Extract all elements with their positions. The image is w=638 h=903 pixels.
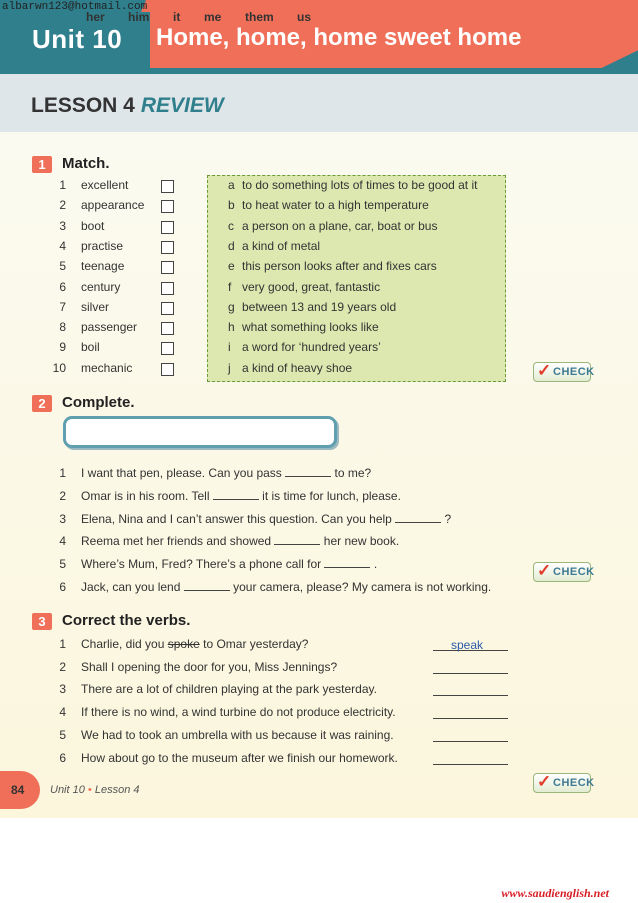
match-word: excellent: [81, 178, 129, 192]
answer-blank[interactable]: [274, 534, 320, 545]
item-number: 1: [59, 637, 66, 651]
section-1-badge: 1: [32, 156, 52, 173]
lesson-label: LESSON 4: [31, 94, 135, 117]
answer-checkbox[interactable]: [161, 241, 174, 254]
check-button-3[interactable]: ✓ CHECK: [533, 773, 591, 793]
answer-checkbox[interactable]: [161, 180, 174, 193]
section-1-title: Match.: [62, 155, 110, 172]
definition-text: between 13 and 19 years old: [242, 299, 397, 314]
sentence-before: I want that pen, please. Can you pass: [81, 466, 282, 480]
answer-checkbox[interactable]: [161, 200, 174, 213]
item-number: 3: [59, 682, 66, 697]
watermark-email: albarwn123@hotmail.com: [2, 1, 148, 13]
answer-line[interactable]: [433, 695, 508, 696]
item-number: 9: [59, 340, 66, 355]
definition-text: a person on a plane, car, boat or bus: [242, 218, 438, 233]
item-number: 6: [59, 580, 66, 594]
site-link[interactable]: www.saudienglish.net: [501, 886, 609, 900]
pronoun-her: her: [86, 10, 105, 24]
lesson-heading: [31, 94, 224, 118]
sentence-text: [81, 466, 371, 480]
match-word: mechanic: [81, 360, 133, 375]
item-number: 8: [59, 320, 66, 335]
check-mark-icon: ✓: [537, 361, 552, 380]
sentence-before: There are a lot of children playing at the park yesterday.: [81, 682, 377, 697]
match-word: appearance: [81, 198, 145, 213]
item-number: 2: [59, 198, 66, 213]
definition-letter: d: [228, 238, 235, 253]
answer-checkbox[interactable]: [161, 322, 174, 335]
sentence-after: it is time for lunch, please.: [262, 488, 401, 503]
struck-verb: spoke: [167, 637, 200, 651]
answer-line[interactable]: [433, 764, 508, 765]
sentence-after: her new book.: [323, 534, 400, 549]
sentence-before: Jack, can you lend: [81, 580, 181, 594]
item-number: 7: [59, 299, 66, 314]
match-word: teenage: [81, 259, 125, 274]
item-number: 5: [59, 557, 66, 572]
answer-checkbox[interactable]: [161, 261, 174, 274]
definition-text: a kind of metal: [242, 238, 321, 253]
item-number: 1: [59, 178, 66, 192]
sentence-text: [81, 557, 377, 571]
sentence-text: [81, 637, 308, 651]
definition-text: very good, great, fantastic: [242, 279, 381, 294]
match-word: practise: [81, 238, 124, 253]
definition-letter: j: [228, 360, 231, 375]
check-button-2[interactable]: ✓ CHECK: [533, 562, 591, 582]
section-2-badge: 2: [32, 395, 52, 412]
answer-line[interactable]: [433, 673, 508, 674]
item-number: 10: [52, 360, 66, 375]
pronoun-them: them: [245, 10, 274, 24]
sentence-text: [81, 534, 399, 548]
definition-text: a word for ‘hundred years’: [242, 340, 381, 355]
item-number: 4: [59, 238, 66, 253]
item-number: 1: [59, 466, 66, 480]
definition-text: this person looks after and fixes cars: [242, 259, 437, 274]
pronoun-us: us: [297, 10, 312, 24]
definition-letter: f: [228, 279, 232, 294]
item-number: 6: [59, 750, 66, 765]
sentence-after: to Omar yesterday?: [203, 637, 309, 651]
answer-line[interactable]: [433, 741, 508, 742]
sentence-text: [81, 580, 491, 594]
item-number: 5: [59, 727, 66, 742]
answer-checkbox[interactable]: [161, 363, 174, 376]
sentence-text: [81, 682, 377, 696]
sentence-before: Elena, Nina and I can’t answer this question. Can you help: [81, 511, 392, 526]
pronoun-it: it: [173, 10, 181, 24]
item-number: 2: [59, 488, 66, 503]
answer-blank[interactable]: [184, 580, 230, 591]
footer-unit-lesson: Unit 10 • Lesson 4: [50, 784, 140, 796]
sentence-text: [81, 751, 398, 765]
check-mark-icon: ✓: [537, 561, 552, 580]
sentence-text: [81, 728, 394, 742]
match-word: silver: [81, 299, 110, 314]
sentence-before: Omar is in his room. Tell: [81, 488, 210, 503]
sentence-before: Where’s Mum, Fred? There’s a phone call for: [81, 557, 322, 572]
match-word: century: [81, 279, 121, 294]
definition-letter: c: [228, 218, 234, 233]
sentence-before: Reema met her friends and showed: [81, 534, 272, 549]
sentence-before: How about go to the museum after we finish our homework.: [81, 750, 398, 765]
answer-checkbox[interactable]: [161, 302, 174, 315]
item-number: 6: [59, 279, 66, 294]
definition-letter: e: [228, 259, 235, 274]
sentence-text: [81, 489, 401, 503]
section-3-title: Correct the verbs.: [62, 612, 191, 629]
sentence-after: .: [373, 557, 378, 572]
section-2-title: Complete.: [62, 394, 135, 411]
pronoun-box: [63, 416, 337, 448]
check-mark-icon: ✓: [537, 772, 552, 791]
sentence-after: your camera, please? My camera is not working.: [233, 580, 492, 594]
definition-text: to do something lots of times to be good at it: [242, 178, 478, 192]
match-word: boot: [81, 218, 105, 233]
item-number: 5: [59, 259, 66, 274]
definition-letter: h: [228, 320, 235, 335]
lesson-word: REVIEW: [140, 94, 224, 117]
sentence-text: [81, 512, 451, 526]
answer-blank[interactable]: [324, 557, 370, 568]
page-number: 84: [11, 783, 25, 797]
sentence-before: If there is no wind, a wind turbine do not produce electricity.: [81, 705, 396, 720]
sentence-after: ?: [444, 511, 452, 526]
section-3-badge: 3: [32, 613, 52, 630]
match-word: passenger: [81, 320, 138, 335]
answer-blank[interactable]: [213, 489, 259, 500]
definition-letter: a: [228, 178, 235, 192]
answer-text: speak: [451, 638, 484, 652]
answer-checkbox[interactable]: [161, 342, 174, 355]
check-button-1[interactable]: ✓ CHECK: [533, 362, 591, 382]
sentence-after: to me?: [334, 466, 372, 480]
answer-line[interactable]: [433, 718, 508, 719]
definition-text: to heat water to a high temperature: [242, 198, 429, 213]
unit-label: Unit 10: [32, 24, 123, 54]
definition-letter: b: [228, 198, 235, 213]
definition-letter: i: [228, 340, 231, 355]
unit-title: Home, home, home sweet home: [156, 24, 522, 51]
answer-checkbox[interactable]: [161, 221, 174, 234]
sentence-before: Charlie, did you: [81, 637, 165, 651]
definition-text: a kind of heavy shoe: [242, 360, 353, 375]
sentence-before: Shall I opening the door for you, Miss Jennings?: [81, 659, 338, 674]
definition-letter: g: [228, 299, 235, 314]
sentence-before: We had to took an umbrella with us because it was raining.: [81, 727, 394, 742]
pronoun-him: him: [128, 10, 150, 24]
answer-checkbox[interactable]: [161, 282, 174, 295]
answer-blank[interactable]: [285, 466, 331, 477]
item-number: 4: [59, 534, 66, 549]
definition-text: what something looks like: [242, 320, 379, 335]
sentence-text: [81, 705, 396, 719]
item-number: 3: [59, 511, 66, 526]
match-word: boil: [81, 340, 100, 355]
sentence-text: [81, 660, 337, 674]
answer-blank[interactable]: [395, 512, 441, 523]
item-number: 3: [59, 218, 66, 233]
item-number: 2: [59, 659, 66, 674]
item-number: 4: [59, 705, 66, 720]
pronoun-me: me: [204, 10, 222, 24]
